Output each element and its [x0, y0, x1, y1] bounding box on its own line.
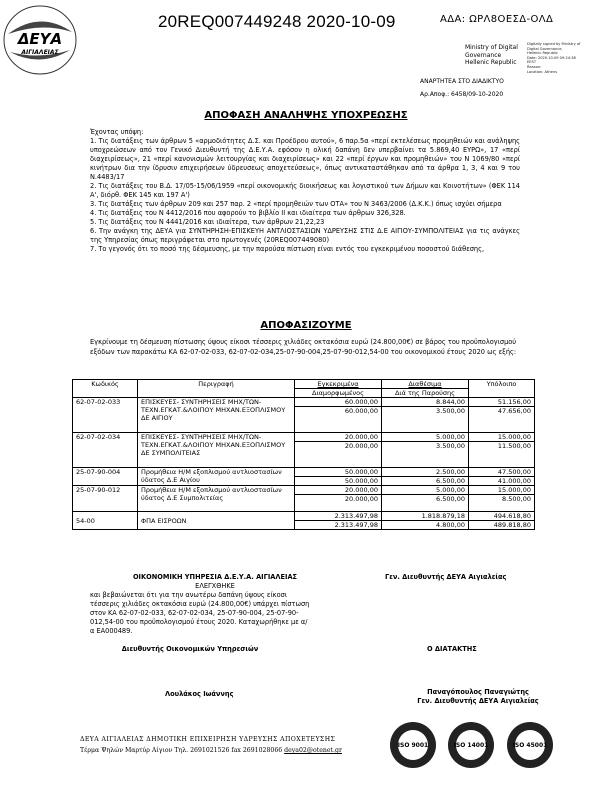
cell-approved: 20.000,00 [295, 486, 382, 495]
footer-address: Τέρμα Ψηλών Μαρτύρ Αίγιον Τηλ. 2691021526 fax 2691028066 [80, 747, 283, 754]
signature-line: Reason: [527, 64, 542, 69]
cell-description: ΕΠΙΣΚΕΥΕΣ- ΣΥΝΤΗΡΗΣΕΙΣ ΜΗΧ/ΤΩΝ-ΤΕΧΝ.ΕΓΚΑΤ.&ΛΟΙΠΟΥ ΜΗΧΑΝ.ΕΞΟΠΛΙΣΜΟΥ ΔΕ ΑΙΓΙΟΥ [138, 398, 295, 433]
certification-badge-icon [388, 720, 438, 770]
cell-this-commit: 3.500,00 [382, 407, 469, 433]
posting-block [420, 75, 504, 101]
general-director-name: Παναγόπουλος Παναγιώτης [427, 688, 529, 696]
considerations [90, 128, 520, 254]
cell-approved: 50.000,00 [295, 468, 382, 477]
cell-description: Προμήθεια Η/Μ εξοπλισμού αντλιοστασίων ύδατος Δ.Ε Συμπολιτείας [138, 486, 295, 512]
cell-code: 25-07-90-004 [73, 468, 138, 486]
cert-label: ISO 45001 [512, 742, 548, 749]
cell-remainder: 47.500,00 [469, 468, 535, 477]
paragraph: 6. Την ανάγκη της ΔΕΥΑ για ΣΥΝΤΗΡΗΣΗ-ΕΠΙΣΚΕΥΗ ΑΝΤΛΙΟΣΤΑΣΙΩΝ ΥΔΡΕΥΣΗΣ ΣΤΙΣ Δ.Ε ΑΙΓΙΟΥ-ΣΥΜΠΟΛΙΤΕΙΑΣ για τις ανάγκες της Υπηρεσίας όπως περιγράφεται στο πρωτογενές (20REQ007449080) [90, 227, 520, 244]
ordering-officer-label: Ο ΔΙΑΤΑΚΤΗΣ [427, 645, 477, 653]
signature-line: Digital Governance, [527, 46, 563, 51]
certification-badge-icon [446, 720, 496, 770]
paragraph: 5. Τις διατάξεις του Ν 4441/2016 και ιδιαίτερα, των άρθρων 21,22,23 [90, 218, 325, 226]
signature-line: Digitally signed by Ministry of [527, 42, 581, 46]
cell-code: 62-07-02-034 [73, 433, 138, 468]
general-director-title: Γεν. Διευθυντής ΔΕΥΑ Αιγιαλείας [385, 573, 507, 581]
cell-available: 2.500,00 [382, 468, 469, 477]
budget-table [72, 379, 535, 530]
paragraph: 4. Τις διατάξεις του Ν 4412/2016 που αφορούν το βιβλίο ΙΙ και ιδιαίτερα των άρθρων 326,328. [90, 209, 406, 217]
ministry-line: Ministry of Digital [465, 44, 518, 51]
cell-committed: 20.000,00 [295, 495, 382, 512]
table-row [73, 398, 535, 407]
col-description: Περιγραφή [138, 380, 295, 398]
cell-remainder: 494.618,80 [469, 512, 535, 521]
cell-approved: 60.000,00 [295, 398, 382, 407]
col-available: Διαθέσιμα [382, 380, 469, 389]
cell-this-commit: 4.800,00 [382, 521, 469, 530]
cell-available: 1.818.879,18 [382, 512, 469, 521]
signature-line: Hellenic Republic [527, 51, 558, 56]
approval-text: Εγκρίνουμε τη δέσμευση πίστωσης ύψους είκοσι τέσσερις χιλιάδες οκτακόσια ευρώ (24.800,00€) σε βάρος του προϋπολογισμού εξόδων των παρακάτω ΚΑ 62-07-02-033, 62-07-02-034,25-07-90-004,25-07-90-012,54-00 του οικονομικού έτους 2020 ως εξής: [90, 338, 517, 356]
cell-committed: 20.000,00 [295, 442, 382, 468]
general-director-role: Γεν. Διευθυντής ΔΕΥΑ Αιγιαλείας [417, 697, 539, 705]
logo-text: ΔΕΥΑ [17, 30, 63, 48]
finance-confirmation: και βεβαιώνεται ότι για την ανωτέρω δαπάνη ύψους είκοσι τέσσερις χιλιάδες οκτακόσια ευρώ (24.800,00€) υπάρχει πίστωση στον ΚΑ 62-07-02-033, 62-07-02-034, 25-07-90-004, 25-07-90-012,54-00 του προϋπολογισμού έτους 2020. Καταχωρήθηκε με α/α ΕΑ000489. [90, 591, 310, 635]
cell-committed: 60.000,00 [295, 407, 382, 433]
cell-available: 8.844,00 [382, 398, 469, 407]
general-director-signature [408, 688, 548, 706]
ada-code: ΑΔΑ: ΩΡΛ8ΟΕΣΔ-ΟΛΔ [440, 14, 554, 25]
checked-label: ΕΛΕΓΧΘΗΚΕ [195, 582, 235, 590]
cert-label: ISO 14001 [453, 742, 489, 749]
finance-director-name: Λουλάκος Ιωάννης [165, 690, 234, 698]
cell-remainder-after: 8.500,00 [469, 495, 535, 512]
logo-subtext: ΑΙΓΙΑΛΕΙΑΣ [21, 49, 59, 56]
paragraph: 2. Τις διατάξεις του Β.Δ. 17/05-15/06/1959 «περί οικονομικής διοικήσεως και λογιστικού των Δήμων και Κοινοτήτων» (ΦΕΚ 114 Α', διόρθ. ΦΕΚ 145 και 197 Α') [90, 182, 520, 199]
signature-line: EEST [527, 60, 537, 65]
cell-approved: 2.313.497,98 [295, 512, 382, 521]
request-reference: 20REQ007449248 2020-10-09 [158, 12, 396, 31]
paragraph: 7. Το γεγονός ότι το ποσό της δέσμευσης, με την παρούσα πίστωση είναι εντός του εγκεκριμένου ποσοστού διάθεσης, [90, 245, 485, 253]
footer-email[interactable]: deya02@otenet.gr [284, 747, 342, 754]
finance-service-title: ΟΙΚΟΝΟΜΙΚΗ ΥΠΗΡΕΣΙΑ Δ.Ε.Υ.Α. ΑΙΓΙΑΛΕΙΑΣ [132, 573, 298, 581]
cell-available: 5.000,00 [382, 486, 469, 495]
certification-badge-icon [505, 720, 555, 770]
table-row [73, 433, 535, 442]
table-header-row [73, 380, 535, 389]
cell-approved: 20.000,00 [295, 433, 382, 442]
signature-line: Location: Athens [527, 69, 557, 74]
cell-code: 25-07-90-012 [73, 486, 138, 512]
col-approved: Εγκεκριμένα [295, 380, 382, 389]
cell-remainder-after: 47.656,00 [469, 407, 535, 433]
cell-remainder: 15.000,00 [469, 433, 535, 442]
col-code: Κωδικός [73, 380, 138, 398]
ministry-line: Hellenic Republic [465, 59, 517, 66]
ministry-label [465, 44, 525, 67]
document-title: ΑΠΟΦΑΣΗ ΑΝΑΛΗΨΗΣ ΥΠΟΧΡΕΩΣΗΣ [204, 110, 408, 121]
cell-description: ΕΠΙΣΚΕΥΕΣ- ΣΥΝΤΗΡΗΣΕΙΣ ΜΗΧ/ΤΩΝ-ΤΕΧΝ.ΕΓΚΑΤ.&ΛΟΙΠΟΥ ΜΗΧΑΝ.ΕΞΟΠΛΙΣΜΟΥ ΔΕ ΣΥΜΠΟΛΙΤΕΙΑΣ [138, 433, 295, 468]
footer-org: ΔΕΥΑ ΑΙΓΙΑΛΕΙΑΣ ΔΗΜΟΤΙΚΗ ΕΠΙΧΕΙΡΗΣΗ ΥΔΡΕΥΣΗΣ ΑΠΟΧΕΤΕΥΣΗΣ [80, 736, 336, 743]
cell-remainder-after: 41.000,00 [469, 477, 535, 486]
cell-code: 62-07-02-033 [73, 398, 138, 433]
col-approved-sub: Διαμορφωμένος [295, 389, 382, 398]
cell-this-commit: 6.500,00 [382, 477, 469, 486]
posted-online: ΑΝΑΡΤΗΤΕΑ ΣΤΟ ΔΙΑΔΙΚΤΥΟ [420, 78, 504, 85]
cell-committed: 2.313.497,98 [295, 521, 382, 530]
cert-label: ISO 9001 [397, 742, 429, 749]
cell-available: 5.000,00 [382, 433, 469, 442]
paragraph: 1. Τις διατάξεις των άρθρων 5 «αρμοδιότητες Δ.Σ. και Προέδρου αυτού», 6 παρ.5α «περί εκτελέσεως προμηθειών και ανάληψης υποχρεώσεων από τον Γενικό Διευθυντή της Δ.Ε.Υ.Α. εφόσον η ολική δαπάνη δεν υπερβαίνει τα 5.869,40 ΕΥΡΩ», 17 «περί διαχειρίσεως», 21 «περί κανονισμών λειτουργίας και διαχειρίσεως» και 22 «περί έργων και προμηθειών» του Ν 1069/80 «περί κινήτρων δια την ίδρυσιν επιχειρήσεων ύδρευσεως αποχετεύσεως», όπως αντικαταστάθηκαν από τα άρθρα 1, 3, 4 και 9 του Ν.4483/17 [90, 137, 520, 181]
col-remainder: Υπόλοιπο [469, 380, 535, 398]
decision-heading: ΑΠΟΦΑΣΙΖΟΥΜΕ [260, 320, 352, 331]
cell-remainder: 15.000,00 [469, 486, 535, 495]
table-row [73, 468, 535, 477]
ministry-line: Governance [465, 51, 502, 59]
col-available-sub: Διά της Παρούσης [382, 389, 469, 398]
cell-description: ΦΠΑ ΕΙΣΡΟΩΝ [138, 512, 295, 530]
paragraph: 3. Τις διατάξεις των άρθρων 209 και 257 παρ. 2 «περί προμηθειών των ΟΤΑ» του Ν 3463/2006 (Δ.Κ.Κ.) όπως ισχύει σήμερα [90, 200, 502, 208]
digital-signature [527, 42, 599, 74]
cell-code: 54-00 [73, 512, 138, 530]
cell-this-commit: 3.500,00 [382, 442, 469, 468]
deya-logo [2, 2, 78, 78]
cell-remainder: 51.156,00 [469, 398, 535, 407]
intro-text: Έχοντας υπόψη: [90, 128, 144, 136]
finance-service-block [90, 573, 340, 591]
cell-this-commit: 6.500,00 [382, 495, 469, 512]
cell-description: Προμήθεια Η/Μ εξοπλισμού αντλιοστασίων ύδατος Δ.Ε Αιγίου [138, 468, 295, 486]
protocol-number: Αρ.Αποφ.: 6458/09-10-2020 [420, 91, 504, 98]
cell-remainder-after: 11.500,00 [469, 442, 535, 468]
signature-line: Date: 2020.10.09 09:24:38 [527, 55, 576, 60]
cell-committed: 50.000,00 [295, 477, 382, 486]
cell-remainder-after: 489.818,80 [469, 521, 535, 530]
table-row [73, 512, 535, 521]
finance-director-title: Διευθυντής Οικονομικών Υπηρεσιών [121, 645, 259, 653]
table-row [73, 486, 535, 495]
footer-contact [80, 747, 342, 754]
